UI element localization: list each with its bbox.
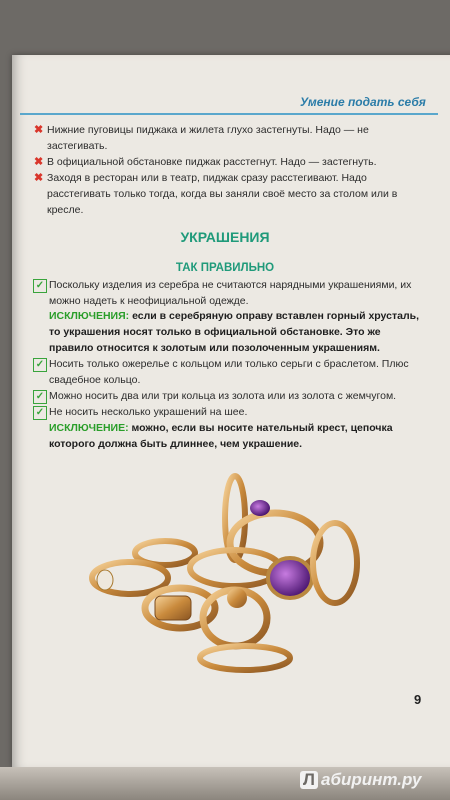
rings-photo (85, 468, 375, 678)
header-rule (20, 113, 438, 115)
checkbox-icon: ✓ (33, 358, 47, 372)
ring (313, 523, 357, 603)
list-item-text: Не носить несколько украшений на шее. (49, 406, 248, 418)
section-title: УКРАШЕНИЯ (180, 229, 270, 245)
cross-icon: ✖ (34, 156, 44, 168)
list-item-text: Заходя в ресторан или в театр, пиджак сразу расстегивают. Надо расстегивать только тогда, когда вы заняли своё место за столом или в кресле. (47, 172, 398, 216)
running-header: Умение подать себя (300, 95, 426, 109)
list-item-text: Носить только ожерелье с кольцом или только серьги с браслетом. Плюс свадебное кольцо. (49, 358, 409, 386)
watermark-text: абиринт.ру (321, 770, 422, 789)
exception-note (49, 420, 419, 452)
checkbox-icon: ✓ (33, 279, 47, 293)
pearl (97, 570, 113, 590)
amethyst-gem (250, 500, 270, 516)
ring (200, 646, 290, 670)
cross-icon: ✖ (34, 124, 44, 136)
exception-text: если в серебряную оправу вставлен горный хрусталь, то украшения носят только в официальной обстановке. Это же правило относится к золотым или позолоченным украшениям. (49, 310, 419, 354)
checkbox-icon: ✓ (33, 390, 47, 404)
list-item-text: Можно носить два или три кольца из золота или из золота с жемчугом. (49, 390, 397, 402)
gold-bead (227, 588, 247, 608)
list-item-text: Нижние пуговицы пиджака и жилета глухо застегнуты. Надо — не застегивать. (47, 124, 369, 152)
list-item-text: В официальной обстановке пиджак расстегнут. Надо — застегнуть. (47, 156, 377, 168)
cross-icon: ✖ (34, 172, 44, 184)
watermark-logo (300, 770, 421, 790)
exception-label: ИСКЛЮЧЕНИЯ: (49, 310, 130, 322)
section-subtitle: ТАК ПРАВИЛЬНО (175, 262, 275, 274)
page-number: 9 (414, 692, 422, 707)
exception-label: ИСКЛЮЧЕНИЕ: (49, 422, 129, 434)
exception-text: можно, если вы носите нательный крест, цепочка которого должна быть длиннее, чем украшение. (49, 422, 393, 450)
checkbox-icon: ✓ (33, 406, 47, 420)
exception-note (49, 308, 419, 356)
ring-setting (155, 596, 191, 620)
amethyst-gem (268, 558, 312, 598)
list-item-text: Поскольку изделия из серебра не считаются нарядными украшениями, их можно надеть к неофициальной одежде. (49, 279, 412, 307)
logo-icon: Л (300, 771, 318, 789)
